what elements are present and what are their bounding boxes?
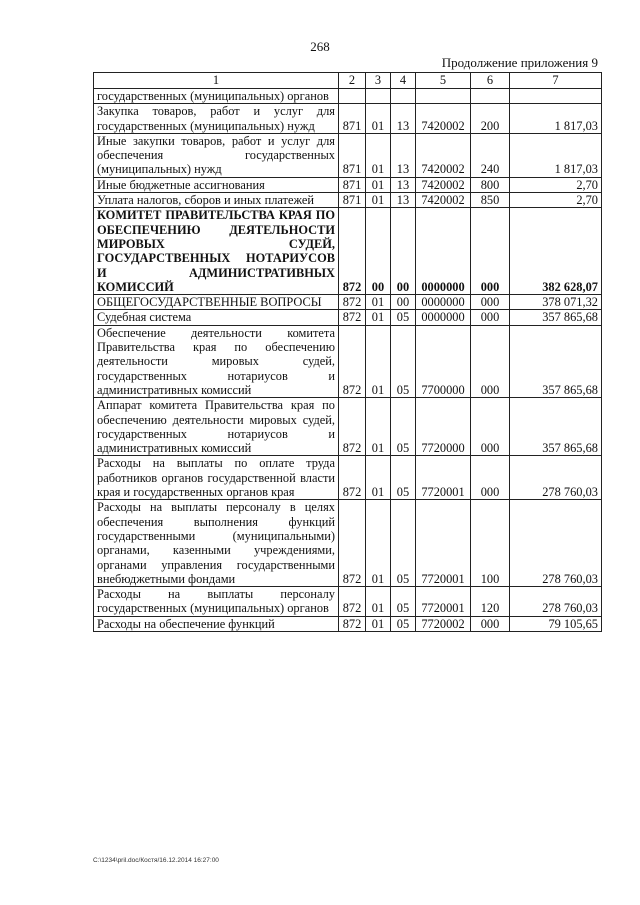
expense-type-cell: 240 (471, 133, 510, 177)
row-name-cell: Аппарат комитета Правительства края по обеспечению деятельности мировых судей, государственных нотариусов и административных комиссий (94, 398, 339, 456)
section-code-cell: 01 (366, 193, 391, 208)
expense-type-cell: 000 (471, 325, 510, 397)
column-header: 2 (339, 73, 366, 89)
section-code-cell: 01 (366, 616, 391, 631)
subsection-code-cell: 13 (391, 193, 416, 208)
table-row (94, 193, 602, 208)
section-code-cell: 01 (366, 177, 391, 192)
section-code-cell: 01 (366, 295, 391, 310)
section-code-cell: 00 (366, 208, 391, 295)
section-code-cell: 01 (366, 133, 391, 177)
row-name-cell: Закупка товаров, работ и услуг для государственных (муниципальных) нужд (94, 104, 339, 134)
subsection-code-cell: 00 (391, 295, 416, 310)
ved-code-cell: 872 (339, 500, 366, 587)
target-article-cell: 7720000 (416, 398, 471, 456)
page-number: 268 (310, 39, 330, 54)
amount-cell: 1 817,03 (510, 104, 602, 134)
amount-cell: 378 071,32 (510, 295, 602, 310)
section-code-cell: 01 (366, 456, 391, 500)
section-code-cell: 01 (366, 587, 391, 617)
subsection-code-cell: 05 (391, 456, 416, 500)
expense-type-cell (471, 89, 510, 104)
ved-code-cell: 872 (339, 587, 366, 617)
file-path-footer: C:\1234\pril.doc/Костя/16.12.2014 16:27:00 (93, 857, 219, 864)
section-code-cell: 01 (366, 325, 391, 397)
expense-type-cell: 800 (471, 177, 510, 192)
expense-type-cell: 000 (471, 310, 510, 325)
table-row (94, 325, 602, 397)
target-article-cell: 7720001 (416, 587, 471, 617)
amount-cell: 278 760,03 (510, 456, 602, 500)
section-code-cell: 01 (366, 310, 391, 325)
ved-code-cell: 872 (339, 325, 366, 397)
table-row (94, 456, 602, 500)
target-article-cell: 0000000 (416, 310, 471, 325)
target-article-cell: 0000000 (416, 208, 471, 295)
table-row (94, 104, 602, 134)
amount-cell: 2,70 (510, 193, 602, 208)
expense-type-cell: 120 (471, 587, 510, 617)
subsection-code-cell: 13 (391, 177, 416, 192)
amount-cell: 357 865,68 (510, 310, 602, 325)
target-article-cell: 7420002 (416, 193, 471, 208)
column-header: 4 (391, 73, 416, 89)
row-name-cell: Иные закупки товаров, работ и услуг для обеспечения государственных (муниципальных) нужд (94, 133, 339, 177)
budget-table (93, 72, 602, 632)
expense-type-cell: 100 (471, 500, 510, 587)
row-name-cell: КОМИТЕТ ПРАВИТЕЛЬСТВА КРАЯ ПО ОБЕСПЕЧЕНИЮ ДЕЯТЕЛЬНОСТИ МИРОВЫХ СУДЕЙ, ГОСУДАРСТВЕННЫХ НОТАРИУСОВ И АДМИНИСТРАТИВНЫХ КОМИССИЙ (94, 208, 339, 295)
expense-type-cell: 000 (471, 295, 510, 310)
subsection-code-cell: 05 (391, 310, 416, 325)
ved-code-cell: 872 (339, 310, 366, 325)
ved-code-cell: 872 (339, 295, 366, 310)
ved-code-cell: 871 (339, 177, 366, 192)
ved-code-cell: 871 (339, 133, 366, 177)
amount-cell: 278 760,03 (510, 587, 602, 617)
row-name-cell: Расходы на выплаты персоналу в целях обеспечения выполнения функций государственными (муниципальными) органами, казенными учреждениями, органами управления государственными внебюджетными фондами (94, 500, 339, 587)
section-code-cell: 01 (366, 500, 391, 587)
row-name-cell: Расходы на выплаты персоналу государственных (муниципальных) органов (94, 587, 339, 617)
table-row (94, 295, 602, 310)
amount-cell: 357 865,68 (510, 325, 602, 397)
column-header: 7 (510, 73, 602, 89)
subsection-code-cell: 05 (391, 398, 416, 456)
section-code-cell (366, 89, 391, 104)
subsection-code-cell: 00 (391, 208, 416, 295)
expense-type-cell: 200 (471, 104, 510, 134)
row-name-cell: Судебная система (94, 310, 339, 325)
amount-cell: 2,70 (510, 177, 602, 192)
amount-cell: 1 817,03 (510, 133, 602, 177)
ved-code-cell: 871 (339, 104, 366, 134)
row-name-cell: Расходы на выплаты по оплате труда работников органов государственной власти края и государственных органов края (94, 456, 339, 500)
table-row (94, 133, 602, 177)
target-article-cell: 7700000 (416, 325, 471, 397)
expense-type-cell: 000 (471, 208, 510, 295)
subsection-code-cell: 05 (391, 325, 416, 397)
subsection-code-cell: 13 (391, 104, 416, 134)
section-code-cell: 01 (366, 104, 391, 134)
amount-cell: 278 760,03 (510, 500, 602, 587)
row-name-cell: Иные бюджетные ассигнования (94, 177, 339, 192)
ved-code-cell: 872 (339, 208, 366, 295)
table-row (94, 310, 602, 325)
row-name-cell: Обеспечение деятельности комитета Правительства края по обеспечению деятельности мировых судей, государственных нотариусов и административных комиссий (94, 325, 339, 397)
row-name-cell: ОБЩЕГОСУДАРСТВЕННЫЕ ВОПРОСЫ (94, 295, 339, 310)
subsection-code-cell: 05 (391, 500, 416, 587)
subsection-code-cell (391, 89, 416, 104)
amount-cell (510, 89, 602, 104)
column-header: 6 (471, 73, 510, 89)
ved-code-cell: 871 (339, 193, 366, 208)
target-article-cell: 7420002 (416, 104, 471, 134)
target-article-cell: 7420002 (416, 177, 471, 192)
table-body (94, 89, 602, 632)
row-name-cell: государственных (муниципальных) органов (94, 89, 339, 104)
target-article-cell: 7720001 (416, 456, 471, 500)
subsection-code-cell: 13 (391, 133, 416, 177)
table-row (94, 208, 602, 295)
column-header: 3 (366, 73, 391, 89)
expense-type-cell: 000 (471, 398, 510, 456)
ved-code-cell: 872 (339, 456, 366, 500)
target-article-cell: 7420002 (416, 133, 471, 177)
table-row (94, 587, 602, 617)
table-row (94, 616, 602, 631)
row-name-cell: Уплата налогов, сборов и иных платежей (94, 193, 339, 208)
table-row (94, 500, 602, 587)
column-header: 1 (94, 73, 339, 89)
column-header: 5 (416, 73, 471, 89)
amount-cell: 79 105,65 (510, 616, 602, 631)
table-row (94, 398, 602, 456)
ved-code-cell: 872 (339, 398, 366, 456)
target-article-cell: 0000000 (416, 295, 471, 310)
expense-type-cell: 850 (471, 193, 510, 208)
amount-cell: 357 865,68 (510, 398, 602, 456)
row-name-cell: Расходы на обеспечение функций (94, 616, 339, 631)
ved-code-cell: 872 (339, 616, 366, 631)
expense-type-cell: 000 (471, 456, 510, 500)
target-article-cell: 7720001 (416, 500, 471, 587)
subsection-code-cell: 05 (391, 616, 416, 631)
ved-code-cell (339, 89, 366, 104)
subsection-code-cell: 05 (391, 587, 416, 617)
table-row (94, 89, 602, 104)
expense-type-cell: 000 (471, 616, 510, 631)
amount-cell: 382 628,07 (510, 208, 602, 295)
table-row (94, 177, 602, 192)
target-article-cell: 7720002 (416, 616, 471, 631)
table-header-row (94, 73, 602, 89)
appendix-continuation-label: Продолжение приложения 9 (441, 55, 598, 70)
target-article-cell (416, 89, 471, 104)
section-code-cell: 01 (366, 398, 391, 456)
